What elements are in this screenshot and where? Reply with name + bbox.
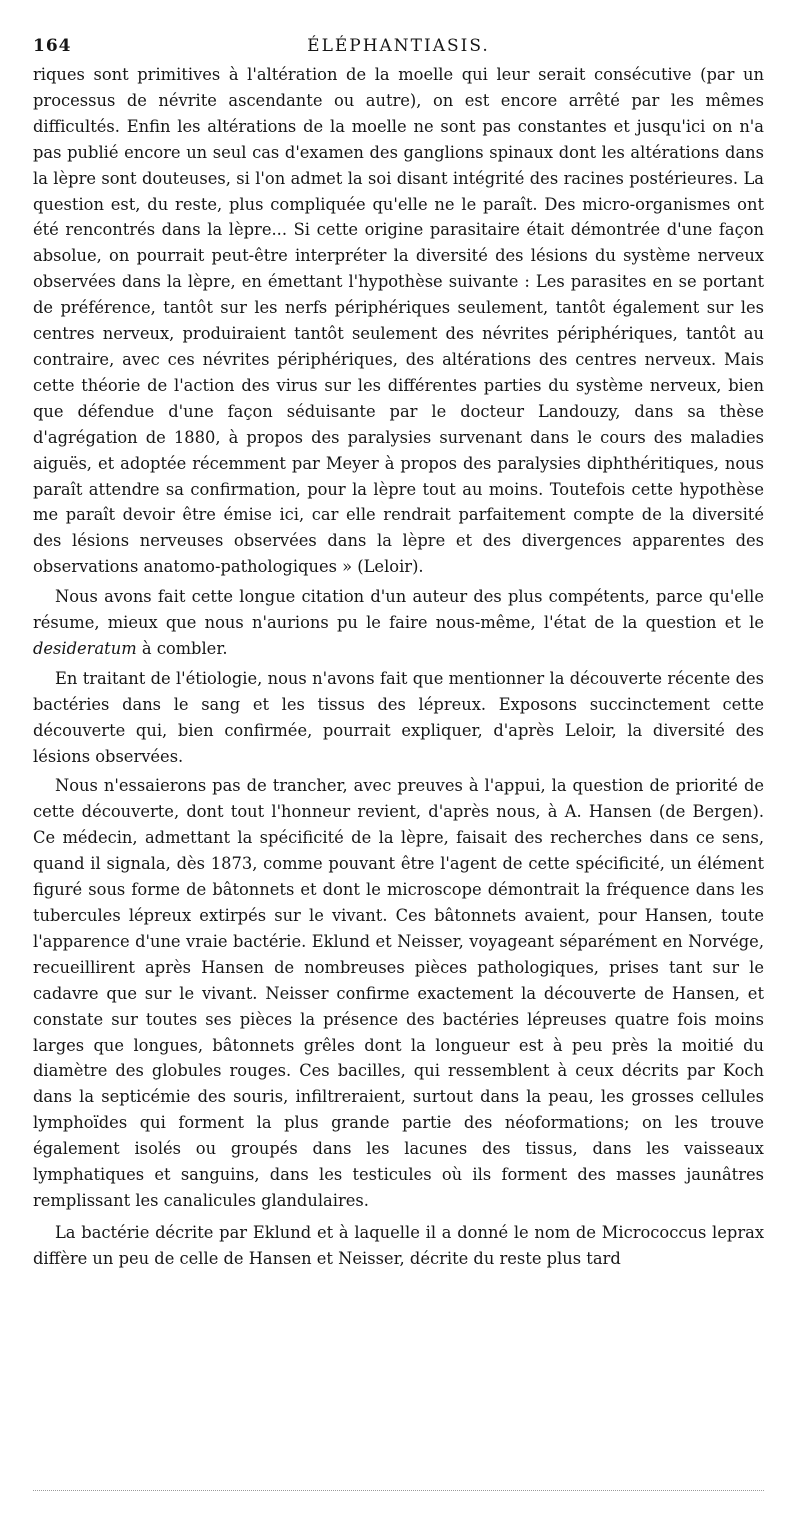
- page-number: 164: [33, 36, 72, 56]
- paragraph-hansen-discovery: Nous n'essaierons pas de trancher, avec preuves à l'appui, la question de priorité de cette découverte, dont tout l'honneur revient, d'après nous, à A. Hansen (de Bergen). Ce médecin, admettant la spécificité de la lèpre, faisait des recherches dans ce sens, quand il signala, dès 1873, comme pouvant être l'agent de cette spécificité, un élément figuré sous forme de bâtonnets et dont le microscope démontrait la fréquence dans les tubercules lépreux extirpés sur le vivant. Ces bâtonnets avaient, pour Hansen, toute l'apparence d'une vraie bactérie. Eklund et Neisser, voyageant séparément en Norvége, recueillirent après Hansen de nombreuses pièces pathologiques, prises tant sur le cadavre que sur le vivant. Neisser confirme exactement la découverte de Hansen, et constate sur toutes ses pièces la présence des bactéries lépreuses quatre fois moins larges que longues, bâtonnets grêles dont la longueur est à peu près la moitié du diamètre des globules rouges. Ces bacilles, qui ressemblent à ceux décrits par Koch dans la septicémie des souris, infiltreraient, surtout dans la peau, les grosses cellules lymphoïdes qui forment la plus grande partie des néoformations; on les trouve également isolés ou groupés dans les lacunes des tissus, dans les vaisseaux lymphatiques et sanguins, dans les testicules où ils forment des masses jaunâtres remplissant les canalicules glandulaires.: [33, 776, 764, 1210]
- paragraph-etiology: En traitant de l'étiologie, nous n'avons fait que mentionner la découverte récente des bactéries dans le sang et les tissus des lépreux. Exposons succinctement cette découverte qui, bien confirmée, pourrait expliquer, d'après Leloir, la diversité des lésions observées.: [33, 668, 764, 766]
- running-title: ÉLÉPHANTIASIS.: [307, 36, 490, 56]
- paragraph-citation-comment: [33, 584, 764, 662]
- paragraph-leloir-quotation-end: riques sont primitives à l'altération de la moelle qui leur serait consécutive (par un processus de névrite ascendante ou autre), on est encore arrêté par les mêmes difficultés. Enfin les altérations de la moelle ne sont pas constantes et jusqu'ici on n'a pas publié encore un seul cas d'examen des ganglions spinaux dont les altérations dans la lèpre sont douteuses, si l'on admet la soi disant intégrité des racines postérieures. La question est, du reste, plus compliquée qu'elle ne le paraît. Des micro-organismes ont été rencontrés dans la lèpre... Si cette origine parasitaire était démontrée d'une façon absolue, on pourrait peut-être interpréter la diversité des lésions du système nerveux observées dans la lèpre, en émettant l'hypothèse suivante : Les parasites en se portant de préférence, tantôt sur les nerfs périphériques seulement, tantôt également sur les centres nerveux, produiraient tantôt seulement des névrites périphériques, tantôt au contraire, avec ces névrites périphériques, des altérations des centres nerveux. Mais cette théorie de l'action des virus sur les différentes parties du système nerveux, bien que défendue d'une façon séduisante par le docteur Landouzy, dans sa thèse d'agrégation de 1880, à propos des paralysies survenant dans le cours des maladies aiguës, et adoptée récemment par Meyer à propos des paralysies diphthéritiques, nous paraît attendre sa confirmation, pour la lèpre tout au moins. Toutefois cette hypothèse me paraît devoir être émise ici, car elle rendrait parfaitement compte de la diversité des lésions nerveuses observées dans la lèpre et des divergences apparentes des observations anatomo-pathologiques » (Leloir).: [33, 65, 764, 577]
- paragraph-text: Nous avons fait cette longue citation d'un auteur des plus compétents, parce qu'elle résume, mieux que nous n'aurions pu le faire nous-même, l'état de la question et le: [33, 587, 764, 633]
- running-head: [33, 30, 764, 62]
- body-text: [33, 62, 764, 1272]
- page-bottom-rule: [33, 1490, 764, 1491]
- paragraph-eklund-bacterium: La bactérie décrite par Eklund et à laquelle il a donné le nom de Micrococcus leprax diffère un peu de celle de Hansen et Neisser, décrite du reste plus tard: [33, 1222, 764, 1268]
- desideratum-term: desideratum: [33, 638, 137, 658]
- paragraph-text: à combler.: [136, 638, 228, 658]
